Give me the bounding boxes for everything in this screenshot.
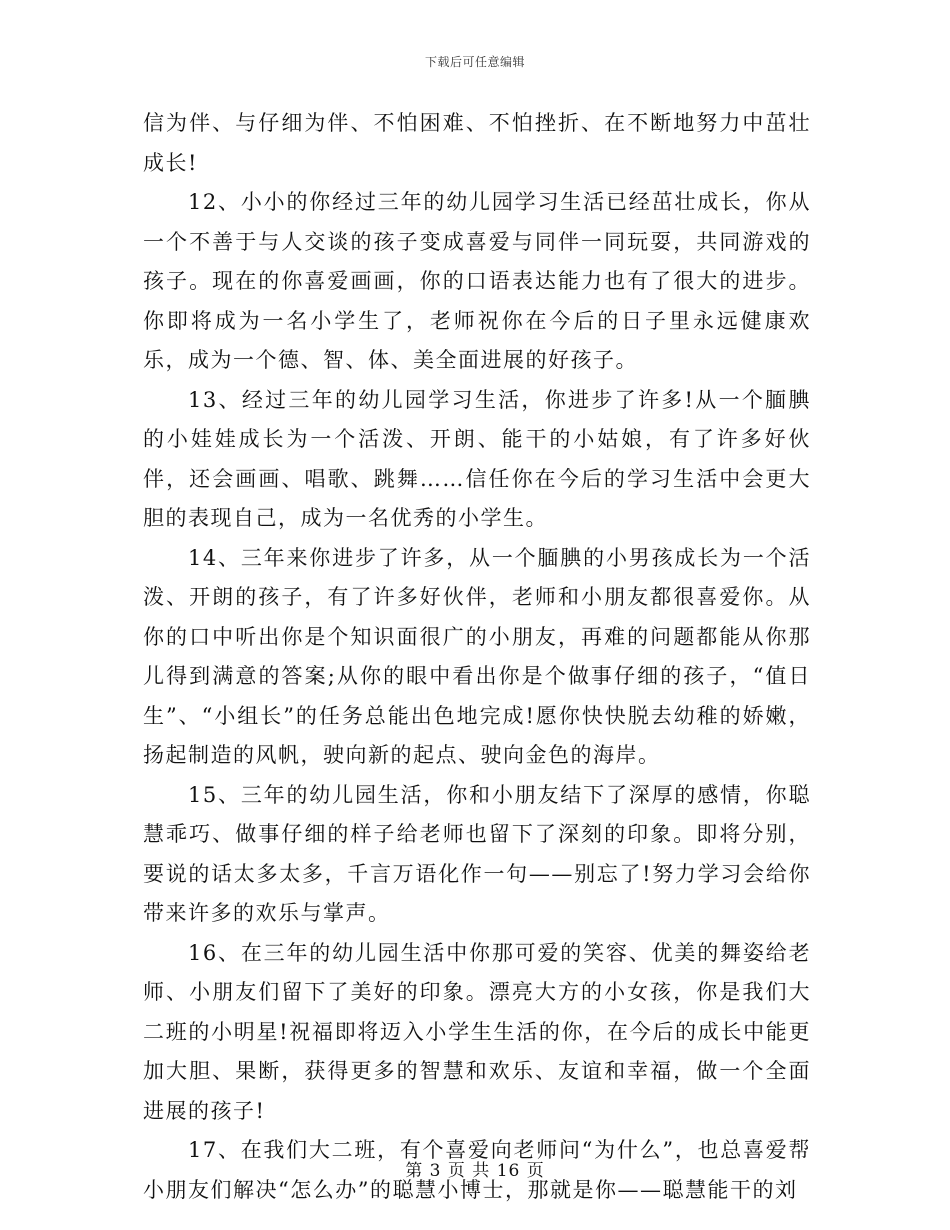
paragraph-item-14: 14、三年来你进步了许多，从一个腼腆的小男孩成长为一个活泼、开朗的孩子，有了许多好伙伴，老师和小朋友都很喜爱你。从你的口中听出你是个知识面很广的小朋友，再难的问题都能从你那儿得到满意的答案;从你的眼中看出你是个做事仔细的孩子，“值日生”、“小组长”的任务总能出色地完成!愿你快快脱去幼稚的娇嫩，扬起制造的风帆，驶向新的起点、驶向金色的海岸。 bbox=[143, 545, 811, 767]
page-header: 下载后可任意编辑 bbox=[424, 55, 525, 69]
paragraph-continuation: 信为伴、与仔细为伴、不怕困难、不怕挫折、在不断地努力中茁壮成长! bbox=[143, 111, 811, 175]
page-number: 第 3 页 共 16 页 bbox=[405, 1161, 545, 1181]
paragraph-item-13: 13、经过三年的幼儿园学习生活，你进步了许多!从一个腼腆的小娃娃成长为一个活泼、开朗、能干的小姑娘，有了许多好伙伴，还会画画、唱歌、跳舞……信任你在今后的学习生活中会更大胆的表现自己，成为一名优秀的小学生。 bbox=[143, 387, 811, 530]
paragraph-item-15: 15、三年的幼儿园生活，你和小朋友结下了深厚的感情，你聪慧乖巧、做事仔细的样子给老师也留下了深刻的印象。即将分别，要说的话太多太多，千言万语化作一句——别忘了!努力学习会给你带来许多的欢乐与掌声。 bbox=[143, 782, 811, 925]
document-body bbox=[143, 104, 811, 1210]
paragraph-item-16: 16、在三年的幼儿园生活中你那可爱的笑容、优美的舞姿给老师、小朋友们留下了美好的印象。漂亮大方的小女孩，你是我们大二班的小明星!祝福即将迈入小学生生活的你，在今后的成长中能更加大胆、果断，获得更多的智慧和欢乐、友谊和幸福，做一个全面进展的孩子! bbox=[143, 940, 811, 1123]
paragraph-item-17: 17、在我们大二班，有个喜爱向老师问“为什么”，也总喜爱帮小朋友们解决“怎么办”的聪慧小博士，那就是你——聪慧能干的刘 bbox=[143, 1138, 811, 1202]
paragraph-item-12: 12、小小的你经过三年的幼儿园学习生活已经茁壮成长，你从一个不善于与人交谈的孩子变成喜爱与同伴一同玩耍，共同游戏的孩子。现在的你喜爱画画，你的口语表达能力也有了很大的进步。你即将成为一名小学生了，老师祝你在今后的日子里永远健康欢乐，成为一个德、智、体、美全面进展的好孩子。 bbox=[143, 190, 811, 372]
